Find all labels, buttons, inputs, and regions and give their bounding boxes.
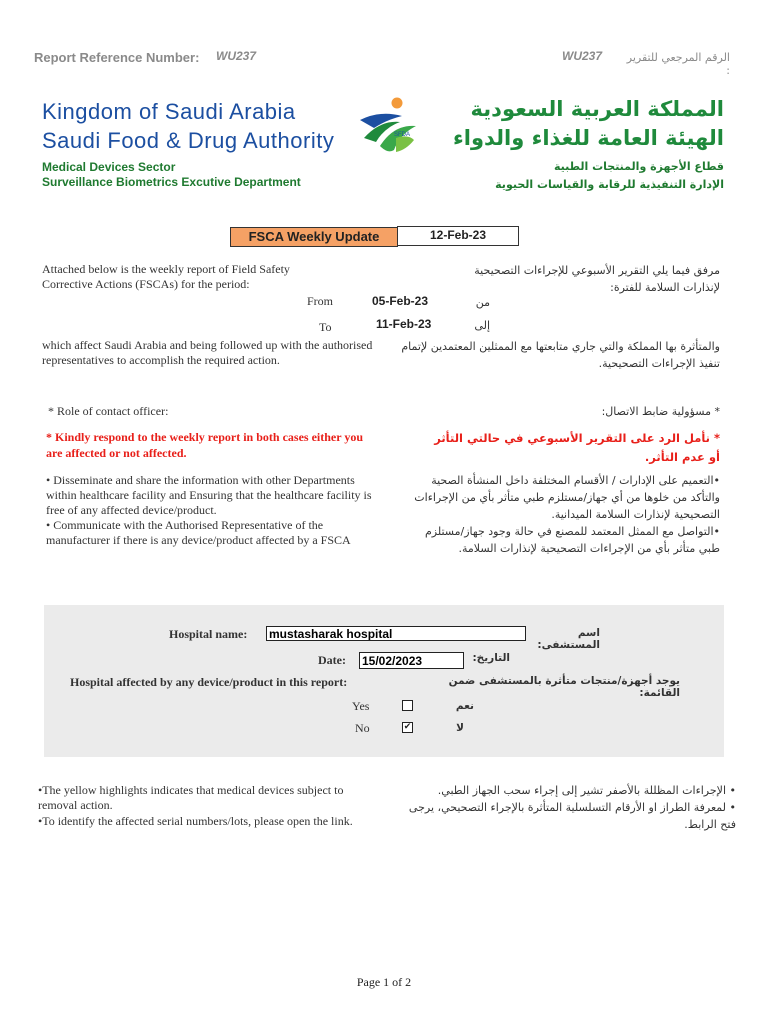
no-checkbox[interactable]: ✔ — [403, 722, 412, 732]
dept-ar: الإدارة التنفيذية للرقابة والقياسات الحيوية — [495, 178, 724, 191]
respond-notice-en: * Kindly respond to the weekly report in both cases either you are affected or not affected. — [46, 430, 364, 460]
sfda-logo — [350, 94, 422, 160]
date-ar: التاريخ: — [472, 652, 510, 664]
role-en: * Role of contact officer: — [48, 404, 169, 418]
fsca-weekly-date: 12-Feb-23 — [397, 226, 519, 246]
ref-label-ar: الرقم المرجعي للتقرير : — [626, 51, 730, 77]
respond-notice-ar: * نأمل الرد على التقرير الأسبوعي في حالتي التأثر أو عدم التأثر. — [434, 431, 720, 464]
ref-label-en: Report Reference Number: — [34, 50, 200, 65]
sfda-logo-text: SFDA — [394, 132, 411, 138]
affect-ar: والمتأثرة بها المملكة والتي جاري متابعتها مع الممثلين المعتمدين لإتمام تنفيذ الإجراءات التصحيحية. — [401, 340, 720, 370]
to-date: 11-Feb-23 — [376, 317, 432, 331]
yes-checkbox[interactable] — [402, 700, 413, 711]
from-ar: من — [475, 296, 490, 309]
affect-en: which affect Saudi Arabia and being followed up with the authorised representatives to accomplish the required action. — [42, 338, 373, 367]
from-date: 05-Feb-23 — [372, 294, 429, 308]
no-ar: لا — [456, 722, 464, 734]
role-bullets-en: • Disseminate and share the information with other Departments within healthcare facility and Ensuring that the healthcare facility is free of any affected device/product. • Communicate with the Authorised Representative of the manufacturer if there is any device/product affected by a FSCA — [46, 473, 372, 547]
intro-ar: مرفق فيما يلي التقرير الأسبوعي للإجراءات التصحيحية لإنذارات السلامة للفترة: — [474, 264, 720, 294]
hospital-name-field[interactable] — [266, 626, 526, 641]
sector-ar: قطاع الأجهزة والمنتجات الطبية — [553, 160, 724, 173]
yes-label: Yes — [352, 699, 370, 713]
note-ar-2: • لمعرفة الطراز او الأرقام التسلسلية المتأثرة بالإجراء التصحيحي، يرجى فتح الرابط. — [408, 801, 736, 831]
note-en-2: •To identify the affected serial numbers/lots, please open the link. — [38, 814, 353, 828]
ref-value-en: WU237 — [216, 49, 257, 63]
role-bullets-ar: •التعميم على الإدارات / الأقسام المختلفة داخل المنشأة الصحية والتأكد من خلوها من أي جهاز/مستلزم طبي متأثر بأي من الإجراءات التصحيحية لإنذارات السلامة الميدانية. •التواصل مع الممثل المعتمد للمصنع في حالة وجود جهاز/مستلزم طبي متأثر بأي من الإجراءات التصحيحية لإنذارات السلامة. — [414, 474, 720, 555]
affected-ar: يوجد أجهزة/منتجات متأثرة بالمستشفى ضمن القائمة: — [448, 675, 680, 699]
fsca-weekly-label: FSCA Weekly Update — [230, 227, 398, 247]
to-label: To — [319, 320, 332, 334]
dept-en: Surveillance Biometrics Excutive Department — [42, 175, 301, 189]
hospital-name-label: Hospital name: — [169, 627, 248, 641]
from-label: From — [307, 294, 334, 308]
page-number: Page 1 of 2 — [356, 975, 412, 989]
yes-ar: نعم — [455, 700, 474, 712]
title-en-sfda: Saudi Food & Drug Authority — [42, 128, 335, 153]
sector-en: Medical Devices Sector — [42, 160, 176, 174]
intro-en: Attached below is the weekly report of Field Safety Corrective Actions (FSCAs) for the period: — [42, 262, 290, 291]
note-en-1: •The yellow highlights indicates that medical devices subject to removal action. — [38, 783, 344, 812]
no-label: No — [355, 721, 370, 735]
title-ar-kingdom: المملكة العربية السعودية — [470, 97, 724, 121]
note-ar-1: • الإجراءات المظللة بالأصفر تشير إلى إجراء سحب الجهاز الطبي. — [437, 784, 736, 797]
date-label: Date: — [318, 653, 346, 667]
ref-value-ar: WU237 — [562, 49, 603, 63]
sfda-logo-icon — [350, 94, 422, 160]
title-en-kingdom: Kingdom of Saudi Arabia — [42, 99, 296, 124]
date-field[interactable] — [359, 652, 464, 669]
affected-label: Hospital affected by any device/product in this report: — [70, 675, 348, 689]
to-ar: إلى — [474, 319, 490, 332]
hospital-name-ar: اسم المستشفى: — [537, 627, 600, 651]
title-ar-sfda: الهيئة العامة للغذاء والدواء — [453, 126, 724, 150]
role-ar: * مسؤولية ضابط الاتصال: — [601, 405, 720, 418]
